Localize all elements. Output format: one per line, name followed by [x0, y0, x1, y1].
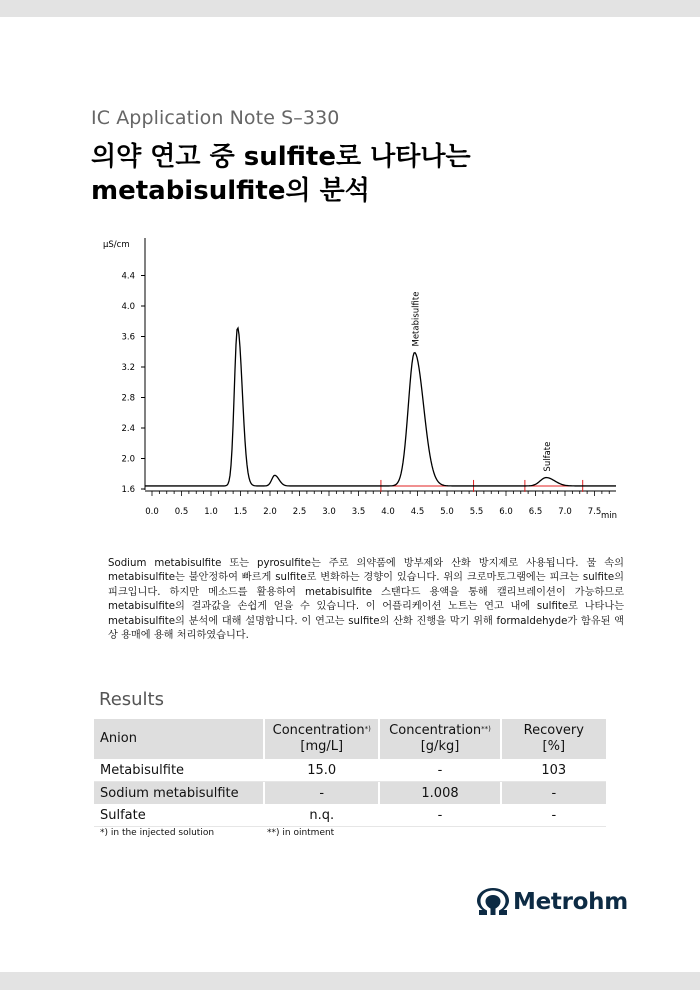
y-tick-label: 2.0 [121, 454, 135, 465]
metrohm-logo [476, 887, 628, 917]
x-tick-label: 4.0 [381, 507, 395, 517]
table-row [94, 782, 606, 805]
cell-conc2: - [380, 804, 499, 827]
x-tick-label: 3.0 [322, 507, 336, 517]
chromatogram-chart [95, 232, 625, 527]
cell-anion: Sodium metabisulfite [94, 782, 263, 805]
y-tick-label: 4.4 [121, 271, 135, 282]
cell-conc1: 15.0 [265, 759, 378, 782]
cell-conc1: n.q. [265, 804, 378, 827]
x-tick-label: 4.5 [410, 507, 425, 517]
y-tick-label: 3.2 [121, 363, 135, 373]
omega-icon [476, 887, 510, 917]
x-tick-label: 5.0 [440, 507, 454, 517]
header-concentration-gkg: Concentration**) [g/kg] [380, 719, 499, 759]
top-band [0, 0, 700, 17]
y-tick-label: 3.6 [121, 332, 135, 343]
y-tick-label: 2.4 [121, 424, 135, 434]
x-tick-label: 6.0 [499, 507, 513, 517]
page-title-line-2: metabisulfite의 분석 [91, 176, 370, 206]
x-tick-label: 1.5 [233, 507, 248, 517]
x-tick-label: 3.5 [351, 507, 366, 517]
peak-label: Sulfate [543, 441, 554, 472]
description-paragraph: Sodium metabisulfite 또는 pyrosulfite는 주로 의약품에 방부제와 산화 방지제로 사용됩니다. 물 속의 metabisulfite는 불안정하여 빠르게 sulfite로 변화하는 경향이 있습니다. 위의 크로마토그램에는 피크는 sulfite의 피크입니다. 하지만 메소드를 활용하여 metabisulfite 스탠다드 용액을 통해 캘리브레이션이 가능하므로 metabisulfite의 결과값을 손쉽게 얻을 수 있습니다. 이 어플리케이션 노트는 연고 내에 sulfite로 나타나는 metabisulfite의 분석에 대해 설명합니다. 이 연고는 sulfite의 산화 진행을 막기 위해 formaldehyde가 함유된 액상 용매에 용해 처리하였습니다. [108, 558, 624, 642]
x-axis [145, 491, 617, 521]
table-row [94, 759, 606, 782]
cell-conc2: - [380, 759, 499, 782]
x-tick-label: 2.5 [292, 507, 307, 517]
page-title [91, 140, 651, 208]
cell-recovery: 103 [502, 759, 606, 782]
results-table [94, 719, 606, 827]
x-tick-label: 7.0 [558, 507, 572, 517]
logo-text: Metrohm [513, 889, 628, 915]
cell-recovery: - [502, 782, 606, 805]
x-tick-label: 0.0 [145, 507, 159, 517]
x-tick-label: 0.5 [174, 507, 189, 517]
cell-recovery: - [502, 804, 606, 827]
header-concentration-mgl: Concentration*) [mg/L] [265, 719, 378, 759]
bottom-band [0, 972, 700, 990]
footnote-injected: *) in the injected solution [100, 828, 215, 838]
cell-anion: Sulfate [94, 804, 263, 827]
application-note-label: IC Application Note S–330 [91, 107, 340, 129]
cell-conc1: - [265, 782, 378, 805]
x-axis-label: min [601, 511, 618, 521]
cell-conc2: 1.008 [380, 782, 499, 805]
x-tick-label: 1.0 [204, 507, 218, 517]
footnote-ointment: **) in ointment [267, 828, 335, 838]
y-tick-label: 2.8 [121, 393, 135, 404]
y-axis [103, 238, 145, 495]
y-tick-label: 1.6 [121, 485, 135, 495]
x-tick-label: 5.5 [469, 507, 484, 517]
peak-label: Metabisulfite [411, 291, 422, 347]
table-row [94, 804, 606, 827]
page-title-line-1: 의약 연고 중 sulfite로 나타나는 [91, 142, 471, 172]
table-header-row [94, 719, 606, 759]
peak-labels [412, 292, 554, 472]
x-tick-label: 6.5 [528, 507, 543, 517]
y-tick-label: 4.0 [121, 302, 135, 312]
x-tick-label: 2.0 [263, 507, 277, 517]
x-tick-label: 7.5 [587, 507, 602, 517]
cell-anion: Metabisulfite [94, 759, 263, 782]
y-axis-label: μS/cm [103, 240, 130, 250]
header-anion: Anion [94, 719, 263, 759]
header-recovery: Recovery [%] [502, 719, 606, 759]
results-heading: Results [99, 689, 164, 710]
